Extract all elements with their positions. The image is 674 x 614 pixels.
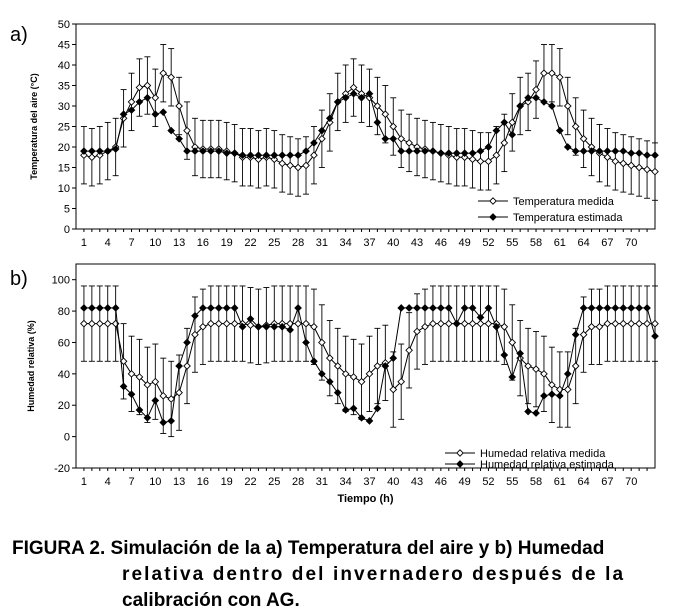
estimated-point <box>374 119 380 125</box>
y-tick-label: 100 <box>51 274 70 287</box>
x-tick-label: 25 <box>268 237 281 249</box>
x-tick-label: 4 <box>104 476 111 488</box>
estimated-point <box>509 132 515 138</box>
estimated-point <box>557 393 563 399</box>
measured-point <box>644 320 650 326</box>
measured-point <box>89 320 95 326</box>
y-tick-label: 10 <box>57 183 70 195</box>
measured-point <box>501 140 507 146</box>
estimated-point <box>565 144 571 150</box>
measured-point <box>303 320 309 326</box>
estimated-point <box>358 95 364 101</box>
x-tick-label: 55 <box>506 476 519 488</box>
x-tick-label: 22 <box>244 476 257 488</box>
estimated-point <box>517 350 523 356</box>
x-tick-label: 37 <box>363 237 376 249</box>
measured-point <box>406 347 412 353</box>
measured-point <box>628 320 634 326</box>
measured-point <box>469 320 475 326</box>
measured-point <box>295 320 301 326</box>
estimated-point <box>612 305 618 311</box>
x-tick-label: 67 <box>601 476 614 488</box>
legend-marker <box>457 450 463 456</box>
caption-line-1: Simulación de la a) Temperatura del aire y b) Humedad <box>110 538 605 559</box>
measured-point <box>557 74 563 80</box>
x-tick-label: 46 <box>434 237 447 249</box>
x-tick-label: 13 <box>172 237 186 249</box>
estimated-point <box>446 305 452 311</box>
legend-label: Temperatura estimada <box>513 212 623 224</box>
measured-point <box>152 378 158 384</box>
measured-point <box>501 324 507 330</box>
estimated-point <box>644 152 650 158</box>
measured-point <box>485 320 491 326</box>
measured-point <box>160 393 166 399</box>
measured-point <box>438 320 444 326</box>
x-tick-label: 25 <box>268 476 281 488</box>
estimated-point <box>438 150 444 156</box>
measured-point <box>136 84 142 90</box>
estimated-point <box>636 305 642 311</box>
estimated-point <box>398 305 404 311</box>
estimated-point <box>97 305 103 311</box>
x-tick-label: 4 <box>104 237 111 249</box>
measured-point <box>390 123 396 129</box>
measured-point <box>208 320 214 326</box>
estimated-point <box>438 305 444 311</box>
x-tick-label: 31 <box>315 476 329 488</box>
measured-point <box>81 320 87 326</box>
estimated-point <box>469 150 475 156</box>
estimated-point <box>374 405 380 411</box>
estimated-point <box>112 305 118 311</box>
x-tick-label: 19 <box>220 476 233 488</box>
measured-point <box>636 164 642 170</box>
estimated-point <box>342 407 348 413</box>
estimated-point <box>231 150 237 156</box>
y-tick-label: 30 <box>57 101 70 113</box>
measured-point <box>565 386 571 392</box>
x-tick-label: 43 <box>410 476 424 488</box>
y-tick-label: 80 <box>57 306 70 319</box>
estimated-point <box>588 305 594 311</box>
y-tick-label: 40 <box>57 368 70 381</box>
x-tick-label: 49 <box>458 237 471 249</box>
estimated-point <box>477 148 483 154</box>
estimated-point <box>652 333 658 339</box>
estimated-point <box>604 148 610 154</box>
x-tick-label: 61 <box>553 237 566 249</box>
measured-point <box>152 95 158 101</box>
measured-point <box>295 164 301 170</box>
y-tick-label: 45 <box>57 39 70 52</box>
measured-point <box>612 320 618 326</box>
measured-point <box>89 154 95 160</box>
x-tick-label: 28 <box>291 476 305 488</box>
estimated-point <box>390 136 396 142</box>
x-tick-label: 22 <box>244 237 257 249</box>
estimated-point <box>406 148 412 154</box>
measured-point <box>184 363 190 369</box>
estimated-point <box>311 358 317 364</box>
estimated-point <box>652 152 658 158</box>
legend-marker <box>490 214 496 220</box>
measured-point <box>216 320 222 326</box>
y-tick-label: 25 <box>57 121 70 134</box>
estimated-point <box>105 148 111 154</box>
x-tick-label: 55 <box>506 237 519 249</box>
estimated-point <box>454 320 460 326</box>
measured-point <box>620 320 626 326</box>
x-tick-label: 34 <box>339 476 352 488</box>
legend-label: Temperatura medida <box>513 196 614 208</box>
estimated-point <box>152 111 158 117</box>
y-tick-label: 20 <box>57 400 70 413</box>
estimated-point <box>168 418 174 424</box>
estimated-point <box>105 305 111 311</box>
estimated-point <box>525 408 531 414</box>
x-tick-label: 1 <box>80 237 87 249</box>
estimated-point <box>295 152 301 158</box>
measured-point <box>414 328 420 334</box>
y-tick-label: -20 <box>54 463 70 475</box>
estimated-point <box>644 305 650 311</box>
measured-point <box>604 154 610 160</box>
measured-point <box>533 86 539 92</box>
legend-marker <box>490 198 496 204</box>
measured-point <box>652 320 658 326</box>
estimated-point <box>533 95 539 101</box>
measured-point <box>604 320 610 326</box>
measured-point <box>422 324 428 330</box>
estimated-point <box>160 419 166 425</box>
x-tick-label: 37 <box>363 476 376 488</box>
x-tick-label: 64 <box>577 237 590 249</box>
measured-point <box>509 339 515 345</box>
estimated-point <box>160 109 166 115</box>
humidity-chart <box>26 264 658 505</box>
estimated-point <box>271 152 277 158</box>
estimated-point <box>279 152 285 158</box>
estimated-point <box>628 305 634 311</box>
estimated-point <box>184 339 190 345</box>
estimated-point <box>295 305 301 311</box>
estimated-point <box>549 103 555 109</box>
panel-label-b: b) <box>10 268 28 290</box>
estimated-point <box>580 148 586 154</box>
y-tick-label: 15 <box>57 162 70 175</box>
estimated-point <box>612 148 618 154</box>
measured-point <box>319 136 325 142</box>
estimated-point <box>604 305 610 311</box>
estimated-point <box>208 305 214 311</box>
y-tick-label: 20 <box>57 142 70 154</box>
measured-point <box>477 158 483 164</box>
temperature-chart <box>29 19 658 249</box>
x-axis-label: Tiempo (h) <box>337 493 394 505</box>
estimated-point <box>572 331 578 337</box>
x-tick-label: 7 <box>128 476 135 488</box>
x-tick-label: 10 <box>149 237 162 249</box>
measured-point <box>168 74 174 80</box>
estimated-point <box>81 305 87 311</box>
estimated-point <box>366 91 372 97</box>
measured-point <box>549 70 555 76</box>
measured-point <box>620 160 626 166</box>
y-tick-label: 40 <box>57 60 70 72</box>
estimated-point <box>580 305 586 311</box>
x-tick-label: 61 <box>553 476 566 488</box>
estimated-point <box>216 305 222 311</box>
estimated-point <box>549 391 555 397</box>
measured-point <box>446 320 452 326</box>
measured-point <box>533 366 539 372</box>
x-tick-label: 64 <box>577 476 590 488</box>
figure-caption <box>12 536 668 614</box>
measured-point <box>223 320 229 326</box>
estimated-point <box>501 352 507 358</box>
estimated-point <box>255 152 261 158</box>
estimated-point <box>628 150 634 156</box>
estimated-point <box>461 150 467 156</box>
estimated-point <box>144 95 150 101</box>
x-tick-label: 40 <box>387 237 400 249</box>
x-tick-label: 70 <box>625 476 638 488</box>
estimated-point <box>152 397 158 403</box>
estimated-point <box>319 127 325 133</box>
y-axis-label: Temperatura del aire (°C) <box>29 73 39 180</box>
x-tick-label: 70 <box>625 237 638 249</box>
measured-point <box>652 168 658 174</box>
estimated-point <box>485 144 491 150</box>
x-tick-label: 13 <box>172 476 186 488</box>
estimated-point <box>565 371 571 377</box>
estimated-point <box>636 150 642 156</box>
measured-point <box>549 382 555 388</box>
measured-point <box>160 70 166 76</box>
measured-point <box>319 339 325 345</box>
estimated-point <box>422 305 428 311</box>
measured-point <box>628 162 634 168</box>
estimated-point <box>231 305 237 311</box>
measured-point <box>469 156 475 162</box>
estimated-point <box>287 152 293 158</box>
x-tick-label: 16 <box>196 237 210 249</box>
estimated-point <box>620 305 626 311</box>
estimated-point <box>120 111 126 117</box>
measured-point <box>644 166 650 172</box>
y-tick-label: 0 <box>63 224 70 236</box>
x-tick-label: 46 <box>434 476 447 488</box>
measured-point <box>430 320 436 326</box>
x-tick-label: 52 <box>482 237 495 249</box>
estimated-point <box>192 148 198 154</box>
estimated-point <box>97 148 103 154</box>
measured-point <box>279 160 285 166</box>
estimated-point <box>89 148 95 154</box>
x-tick-label: 58 <box>529 476 543 488</box>
x-tick-label: 1 <box>80 476 87 488</box>
estimated-point <box>541 99 547 105</box>
estimated-point <box>557 127 563 133</box>
measured-point <box>105 320 111 326</box>
x-tick-label: 49 <box>458 476 471 488</box>
measured-point <box>311 324 317 330</box>
x-tick-label: 16 <box>196 476 210 488</box>
measured-point <box>572 123 578 129</box>
x-tick-label: 67 <box>601 237 614 249</box>
estimated-point <box>89 305 95 311</box>
estimated-point <box>596 305 602 311</box>
estimated-point <box>533 410 539 416</box>
estimated-point <box>176 363 182 369</box>
measured-point <box>398 136 404 142</box>
estimated-point <box>572 148 578 154</box>
x-tick-label: 19 <box>220 237 233 249</box>
x-tick-label: 34 <box>339 237 352 249</box>
measured-point <box>144 82 150 88</box>
x-tick-label: 10 <box>149 476 162 488</box>
legend-marker <box>457 461 463 467</box>
measured-point <box>565 103 571 109</box>
estimated-point <box>620 148 626 154</box>
estimated-point <box>287 327 293 333</box>
y-tick-label: 50 <box>57 19 70 31</box>
estimated-point <box>350 91 356 97</box>
estimated-point <box>366 418 372 424</box>
estimated-point <box>414 148 420 154</box>
estimated-point <box>184 148 190 154</box>
measured-point <box>509 119 515 125</box>
estimated-point <box>414 305 420 311</box>
estimated-point <box>541 393 547 399</box>
measured-point <box>461 320 467 326</box>
estimated-point <box>430 148 436 154</box>
x-tick-label: 28 <box>291 237 305 249</box>
measured-point <box>350 374 356 380</box>
legend-label: Humedad relativa estimada <box>480 459 614 471</box>
estimated-point <box>398 148 404 154</box>
estimated-point <box>81 148 87 154</box>
estimated-point <box>430 305 436 311</box>
measured-point <box>128 99 134 105</box>
x-tick-label: 31 <box>315 237 329 249</box>
estimated-point <box>382 136 388 142</box>
measured-point <box>406 140 412 146</box>
measured-point <box>572 363 578 369</box>
measured-point <box>287 162 293 168</box>
estimated-point <box>454 150 460 156</box>
measured-point <box>176 103 182 109</box>
y-tick-label: 60 <box>57 337 70 350</box>
panel-label-a: a) <box>10 24 28 46</box>
caption-line-2: relativa dentro del invernadero después de la <box>122 564 626 585</box>
x-tick-label: 40 <box>387 476 400 488</box>
y-axis-label: Humedad relativa (%) <box>26 320 36 412</box>
measured-point <box>541 70 547 76</box>
x-tick-label: 52 <box>482 476 495 488</box>
estimated-point <box>406 305 412 311</box>
y-tick-label: 0 <box>63 431 70 444</box>
measured-point <box>596 324 602 330</box>
measured-point <box>184 127 190 133</box>
estimated-point <box>303 339 309 345</box>
estimated-point <box>509 374 515 380</box>
measured-point <box>247 322 253 328</box>
x-tick-label: 7 <box>128 237 135 249</box>
x-tick-label: 58 <box>529 237 543 249</box>
measured-point <box>128 371 134 377</box>
measured-point <box>477 320 483 326</box>
measured-point <box>97 320 103 326</box>
measured-point <box>612 158 618 164</box>
y-tick-label: 5 <box>63 203 70 216</box>
estimated-point <box>223 305 229 311</box>
measured-point <box>231 320 237 326</box>
legend-label: Humedad relativa medida <box>480 448 606 460</box>
caption-lead: FIGURA 2. <box>12 538 106 559</box>
estimated-point <box>461 305 467 311</box>
y-tick-label: 35 <box>57 80 70 93</box>
x-tick-label: 43 <box>410 237 424 249</box>
caption-line-3: calibración con AG. <box>122 590 300 611</box>
measured-point <box>636 320 642 326</box>
